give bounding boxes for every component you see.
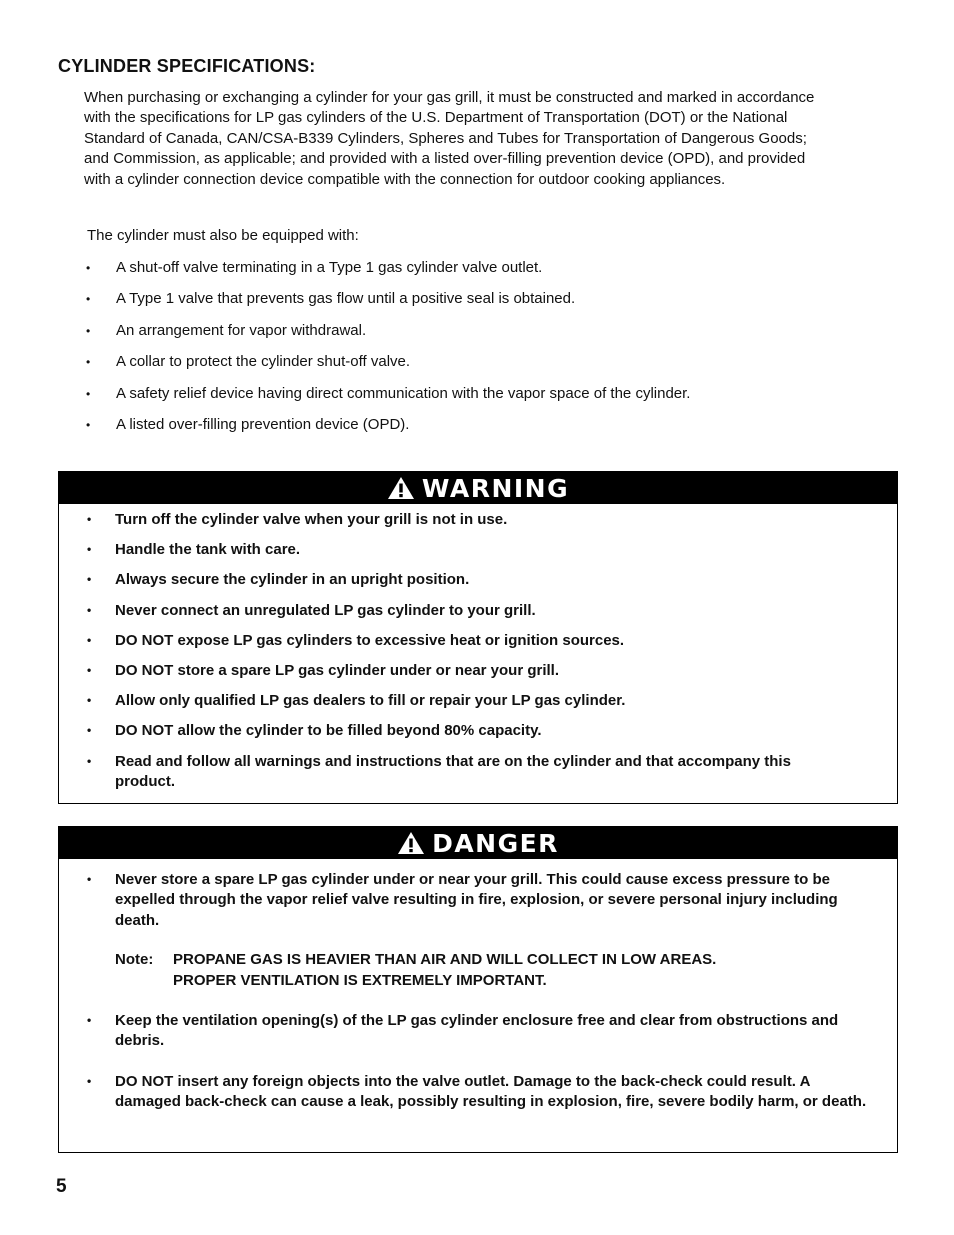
list-item: • An arrangement for vapor withdrawal. — [86, 321, 367, 339]
list-item: • Allow only qualified LP gas dealers to fill or repair your LP gas cylinder. — [87, 692, 626, 710]
danger-title: DANGER — [432, 828, 559, 858]
list-item: • Handle the tank with care. — [87, 541, 301, 559]
list-item: • DO NOT expose LP gas cylinders to excessive heat or ignition sources. — [87, 631, 625, 649]
warning-triangle-icon — [397, 831, 425, 855]
list-item: • Never connect an unregulated LP gas cylinder to your grill. — [87, 601, 536, 619]
list-item: • Always secure the cylinder in an upright position. — [87, 571, 470, 589]
warning-box — [58, 471, 898, 804]
bullet-icon: • — [87, 632, 92, 647]
danger-list — [59, 870, 897, 1113]
bullet-icon: • — [86, 292, 91, 307]
note-label: Note: — [115, 951, 154, 969]
bullet-icon: • — [87, 1073, 92, 1088]
bullet-icon: • — [86, 417, 91, 432]
bullet-icon: • — [87, 872, 92, 886]
list-item: • Read and follow all warnings and instructions that are on the cylinder and that accompany this product. — [87, 752, 791, 791]
bullet-icon: • — [87, 663, 92, 678]
bullet-icon: • — [87, 602, 92, 617]
list-item: • Turn off the cylinder valve when your grill is not in use. — [87, 511, 508, 528]
equipment-intro: The cylinder must also be equipped with: — [87, 227, 359, 244]
warning-list — [59, 510, 897, 792]
bullet-icon: • — [86, 323, 91, 338]
section-heading: CYLINDER SPECIFICATIONS: — [58, 56, 316, 76]
bullet-icon: • — [87, 753, 92, 768]
bullet-icon: • — [86, 386, 91, 401]
intro-paragraph: When purchasing or exchanging a cylinder for your gas grill, it must be constructed and marked in accordance with the specifications for LP gas cylinders of the U.S. Department of Transportation (DOT) or the National Standard of Canada, CAN/CSA-B339 Cylinders, Spheres and Tubes for Transportation of Dangerous Goods; and Commission, as applicable; and provided with a listed over-filling prevention device (OPD), and provided with a cylinder connection device compatible with the connection for outdoor cooking appliances. — [84, 89, 815, 188]
bullet-icon: • — [87, 1013, 92, 1028]
list-item: • DO NOT insert any foreign objects into the valve outlet. Damage to the back-check could result. A damaged back-check can cause a leak, possibly resulting in explosion, fire, severe bodily harm, or death. — [87, 1072, 867, 1111]
bullet-icon: • — [86, 355, 91, 370]
equipment-list — [86, 259, 690, 447]
list-item: • DO NOT allow the cylinder to be filled beyond 80% capacity. — [87, 722, 542, 740]
bullet-icon: • — [87, 512, 92, 526]
list-item: • A safety relief device having direct communication with the vapor space of the cylinder. — [86, 384, 691, 402]
warning-title: WARNING — [421, 473, 570, 503]
danger-header — [59, 827, 897, 859]
bullet-icon: • — [87, 693, 92, 708]
note-text: PROPANE GAS IS HEAVIER THAN AIR AND WILL COLLECT IN LOW AREAS. PROPER VENTILATION IS EXTREMELY IMPORTANT. — [173, 951, 717, 989]
list-item: • A listed over-filling prevention device (OPD). — [86, 415, 410, 433]
warning-triangle-icon — [387, 476, 415, 500]
bullet-icon: • — [87, 723, 92, 738]
list-item: • DO NOT store a spare LP gas cylinder under or near your grill. — [87, 662, 560, 680]
list-item: • A Type 1 valve that prevents gas flow until a positive seal is obtained. — [86, 290, 576, 308]
list-item: • A shut-off valve terminating in a Type 1 gas cylinder valve outlet. — [86, 259, 543, 276]
list-item: • Never store a spare LP gas cylinder under or near your grill. This could cause excess pressure to be expelled through the vapor relief valve resulting in fire, explosion, or severe personal injury including death. Note: PROPANE GAS IS HEAVIER THAN AIR AND WILL COLLECT IN LOW AREAS. PROPER VENTILATION IS EXTREMELY IMPORTANT. — [59, 870, 875, 991]
list-item: • A collar to protect the cylinder shut-off valve. — [86, 353, 411, 371]
bullet-icon: • — [87, 572, 92, 587]
note — [115, 950, 875, 991]
danger-box — [58, 826, 898, 1153]
bullet-icon: • — [86, 261, 91, 275]
page-number: 5 — [56, 1176, 67, 1197]
warning-header — [59, 472, 897, 504]
list-item: • Keep the ventilation opening(s) of the LP gas cylinder enclosure free and clear from obstructions and debris. — [87, 1012, 839, 1050]
bullet-icon: • — [87, 542, 92, 557]
